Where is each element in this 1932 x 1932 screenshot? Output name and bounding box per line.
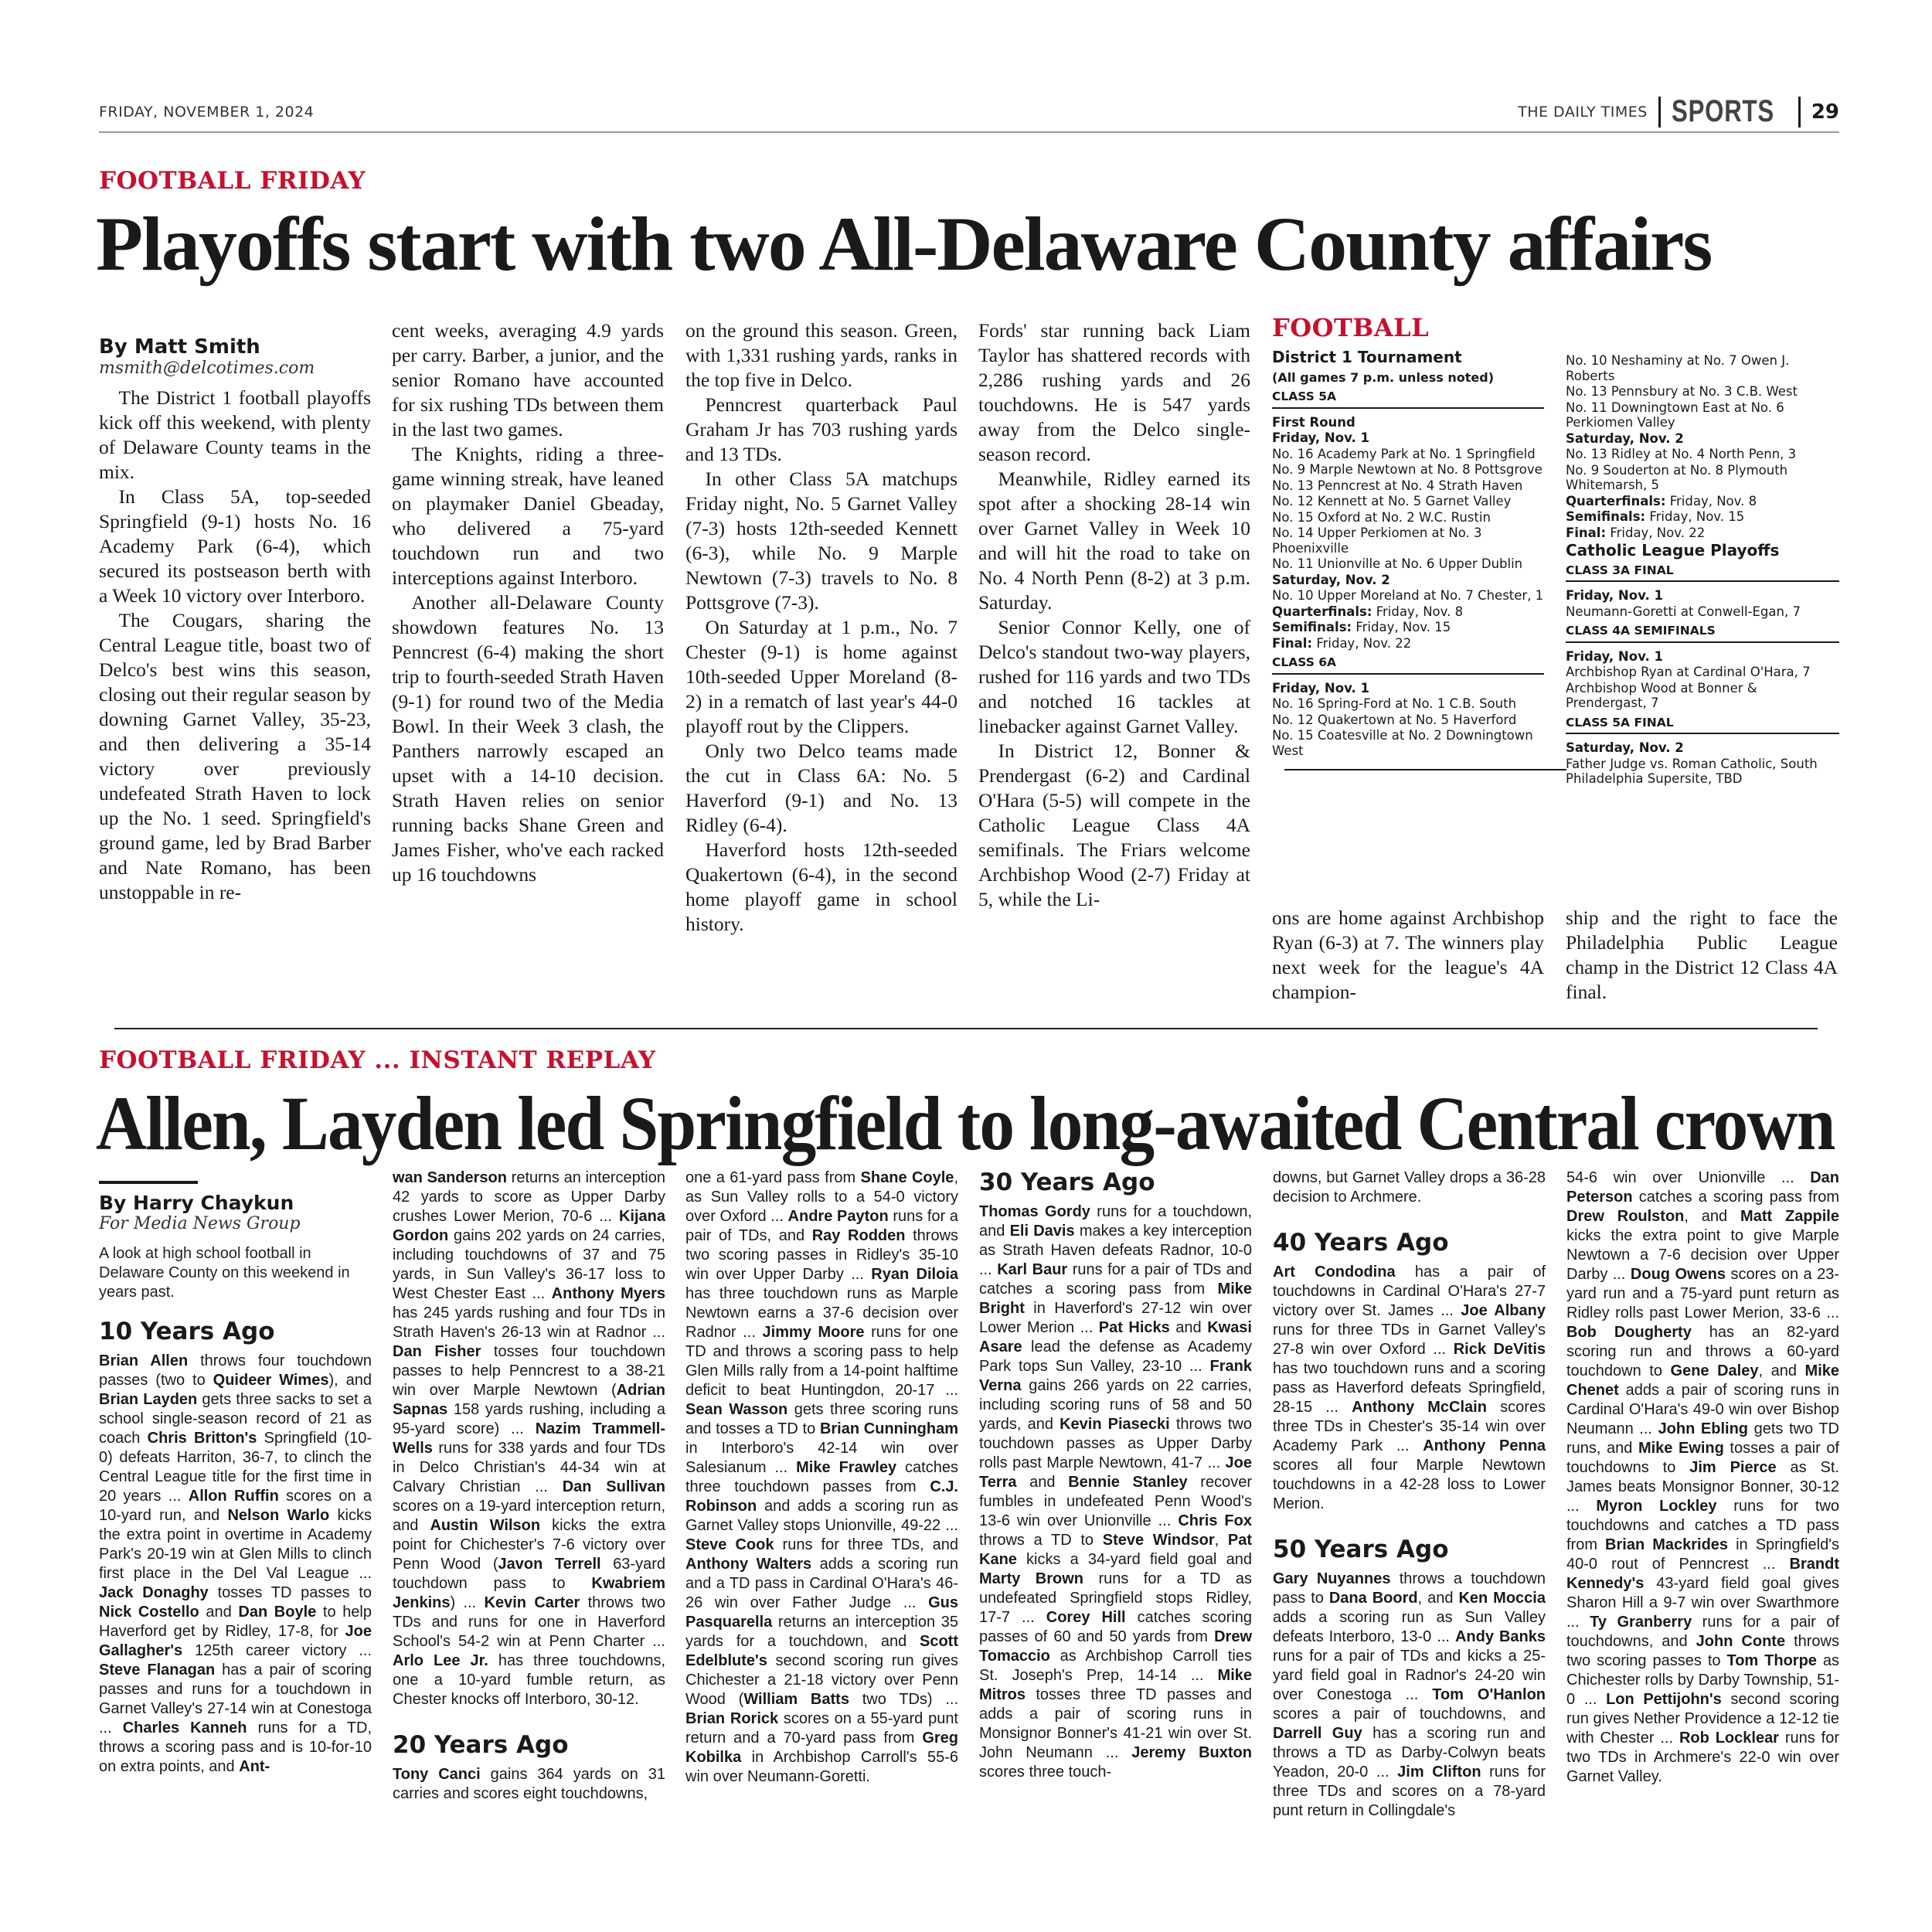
player-name: Chris Fox: [1178, 1512, 1252, 1529]
schedule-date: Saturday, Nov. 2: [1566, 740, 1684, 755]
story2-byline: By Harry Chaykun: [99, 1192, 294, 1214]
schedule-game: Archbishop Ryan at Cardinal O'Hara, 7: [1566, 665, 1811, 679]
player-name: William Batts: [743, 1691, 849, 1708]
player-name: Andy Banks: [1454, 1628, 1546, 1645]
player-name: Nick Costello: [99, 1604, 199, 1621]
player-name: Bennie Stanley: [1068, 1474, 1188, 1491]
player-name: Rob Locklear: [1679, 1730, 1779, 1747]
player-name: Steve Windsor: [1102, 1532, 1215, 1549]
schedule-game: No. 13 Penncrest at No. 4 Strath Haven: [1272, 478, 1523, 493]
schedule-game: No. 10 Neshaminy at No. 7 Owen J. Roberts: [1566, 353, 1790, 383]
player-name: Corey Hill: [1046, 1609, 1126, 1626]
player-name: Adrian Sapnas: [393, 1382, 665, 1418]
masthead-right: [1518, 94, 1839, 129]
schedule-game: No. 15 Coatesville at No. 2 Downingtown West: [1272, 728, 1533, 758]
story1-paragraph: In Class 5A, top-seeded Springfield (9-1) hosts No. 16 Academy Park (6-4), which secured its postseason berth with a Week 10 victory over Interboro.: [99, 485, 371, 607]
player-name: Tom Thorpe: [1726, 1652, 1817, 1669]
schedule-round: Semifinals:: [1566, 509, 1646, 524]
schedule-round: Final:: [1566, 525, 1607, 540]
player-name: Anthony Penna: [1423, 1437, 1546, 1454]
player-name: Greg Kobilka: [685, 1730, 958, 1766]
story2-paragraph: Brian Allen throws four touchdown passes (two to Quideer Wimes), and Brian Layden gets three sacks to set a school single-season record of 21 as coach Chris Britton's Springfield (10-0) defeats Harriton, 36-7, to clinch the Central League title for the first time in 20 years ... Allon Ruffin scores on a 10-yard run, and Nelson Warlo kicks the extra point in overtime in Academy Park's 20-19 win at Glen Mills to clinch first place in the Del Val League ... Jack Donaghy tosses TD passes to Nick Costello and Dan Boyle to help Haverford get by Ridley, 17-8, for Joe Gallagher's 125th career victory ... Steve Flanagan has a pair of scoring passes and runs for a touchdown in Garnet Valley's 27-14 win at Conestoga ... Charles Kanneh runs for a TD, throws a scoring pass and is 10-for-10 on extra points, and Ant-: [99, 1352, 372, 1775]
player-name: Jim Pierce: [1689, 1459, 1777, 1476]
story1-paragraph: Haverford hosts 12th-seeded Quakertown (6-4), in the second home playoff game in school history.: [685, 838, 957, 935]
player-name: John Ebling: [1658, 1420, 1749, 1437]
player-name: Lon Pettijohn's: [1606, 1691, 1722, 1708]
header-rule: [99, 131, 1839, 133]
schedule-game: No. 14 Upper Perkiomen at No. 3 Phoenixville: [1272, 526, 1482, 556]
player-name: Charles Kanneh: [122, 1719, 247, 1736]
player-name: Ray Rodden: [811, 1227, 906, 1244]
player-name: Brian Layden: [99, 1391, 198, 1408]
schedule-round: First Round: [1272, 414, 1355, 430]
player-name: Doug Owens: [1630, 1266, 1726, 1283]
player-name: Darrell Guy: [1273, 1725, 1362, 1742]
player-name: Ty Granberry: [1590, 1614, 1692, 1631]
schedule-catholic: Catholic League Playoffs: [1566, 541, 1780, 560]
story1-paragraph: Meanwhile, Ridley earned its spot after a shocking 28-14 win over Garnet Valley in Week 10 and will hit the road to take on No. 4 North Penn (8-2) at 3 p.m. Saturday.: [978, 468, 1250, 614]
schedule-game: No. 10 Upper Moreland at No. 7 Chester, 1: [1272, 588, 1544, 603]
player-name: Jeremy Buxton: [1131, 1744, 1252, 1761]
player-name: Steve Flanagan: [99, 1662, 216, 1679]
player-name: Allon Ruffin: [188, 1488, 279, 1505]
player-name: Eli Davis: [1009, 1223, 1075, 1240]
schedule-game: No. 12 Kennett at No. 5 Garnet Valley: [1272, 494, 1512, 509]
player-name: Sean Wasson: [685, 1401, 788, 1418]
player-name: Steve Cook: [685, 1536, 774, 1553]
story1-paragraph: Penncrest quarterback Paul Graham Jr has 703 rushing yards and 13 TDs.: [685, 393, 957, 465]
story1-paragraph: The District 1 football playoffs kick off this weekend, with plenty of Delaware County teams in the mix.: [99, 386, 371, 483]
player-name: Gus Pasquarella: [685, 1594, 958, 1631]
schedule-date: Saturday, Nov. 2: [1272, 572, 1390, 587]
story2-paragraph: Thomas Gordy runs for a touchdown, and Eli Davis makes a key interception as Strath Haven defeats Radnor, 10-0 ... Karl Baur runs for a pair of TDs and catches a scoring pass from Mike Bright in Haverford's 27-12 win over Lower Merion ... Pat Hicks and Kwasi Asare lead the defense as Academy Park tops Sun Valley, 23-10 ... Frank Verna gains 266 yards on 22 carries, including scoring runs of 58 and 50 yards, and Kevin Piasecki throws two touchdown passes as Upper Darby rolls past Marple Newtown, 41-7 ... Joe Terra and Bennie Stanley recover fumbles in undefeated Penn Wood's 13-6 win over Unionville ... Chris Fox throws a TD to Steve Windsor, Pat Kane kicks a 34-yard field goal and Marty Brown runs for a TD as undefeated Springfield stops Ridley, 17-7 ... Corey Hill catches scoring passes of 60 and 50 yards from Drew Tomaccio as Archbishop Carroll ties St. Joseph's Prep, 14-14 ... Mike Mitros tosses three TD passes and adds a pair of scoring runs in Monsignor Bonner's 41-21 win over St. John Neumann ... Jeremy Buxton scores three touch-: [979, 1203, 1253, 1781]
story1-paragraph: The Cougars, sharing the Central League title, boast two of Delco's best wins this season, closing out their regular season by downing Garnet Valley, 35-23, and then delivering a 35-14 victory over previously undefeated Strath Haven to lock up the No. 1 seed. Springfield's ground game, led by Brad Barber and Nate Romano, has been unstoppable in re-: [99, 609, 371, 903]
player-name: Kwabriem Jenkins: [393, 1575, 665, 1611]
schedule-date: Friday, Nov. 1: [1272, 680, 1369, 696]
section-heading-30-years: 30 Years Ago: [979, 1168, 1155, 1196]
player-name: Jim Clifton: [1397, 1764, 1481, 1781]
schedule-game: No. 13 Pennsbury at No. 3 C.B. West: [1566, 384, 1798, 399]
player-name: Mike Mitros: [979, 1667, 1252, 1703]
schedule-date: Friday, Nov. 8: [1376, 604, 1464, 619]
schedule-box-right: [1566, 353, 1839, 787]
player-name: Gene Daley: [1670, 1362, 1759, 1379]
story1-paragraph: ons are home against Archbishop Ryan (6-3) at 7. The winners play next week for the league's 4A champion-: [1272, 906, 1544, 1003]
section-heading-20-years: 20 Years Ago: [393, 1731, 569, 1759]
player-name: Joe Terra: [979, 1454, 1252, 1491]
player-name: Brian Mackrides: [1605, 1536, 1729, 1553]
player-name: Nelson Warlo: [227, 1507, 330, 1524]
schedule-game: No. 9 Marple Newtown at No. 8 Pottsgrove: [1272, 462, 1543, 477]
player-name: Jack Donaghy: [99, 1584, 209, 1601]
player-name: Chris Britton's: [147, 1430, 257, 1447]
section-heading-40-years: 40 Years Ago: [1273, 1229, 1449, 1257]
story2-col-4: [979, 1168, 1252, 1782]
player-name: Ryan Diloia: [871, 1266, 958, 1283]
edition-date: FRIDAY, NOVEMBER 1, 2024: [99, 104, 315, 121]
schedule-class-heading: CLASS 4A SEMIFINALS: [1566, 624, 1839, 643]
player-name: Anthony Myers: [551, 1285, 665, 1302]
player-name: Kwasi Asare: [979, 1319, 1252, 1355]
story2-paragraph: Gary Nuyannes throws a touchdown pass to Dana Boord, and Ken Moccia adds a scoring run as Sun Valley defeats Interboro, 13-0 ... Andy Banks runs for a pair of TDs and kicks a 25-yard field goal in Radnor's 24-20 win over Conestoga ... Tom O'Hanlon scores a pair of touchdowns, and Darrell Guy has a scoring run and throws a TD as Darby-Colwyn beats Yeadon, 20-0 ... Jim Clifton runs for three TDs and scores on a 78-yard punt return in Collingdale's: [1273, 1570, 1546, 1819]
story2-paragraph: downs, but Garnet Valley drops a 36-28 decision to Archmere.: [1273, 1169, 1546, 1206]
byline-rule: [99, 1181, 198, 1184]
schedule-note: (All games 7 p.m. unless noted): [1272, 369, 1495, 385]
player-name: Myron Lockley: [1596, 1498, 1717, 1515]
story-divider: [114, 1028, 1818, 1029]
player-name: Mike Frawley: [796, 1459, 897, 1476]
page-number: 29: [1811, 100, 1839, 124]
schedule-game: Father Judge vs. Roman Catholic, South Philadelphia Supersite, TBD: [1566, 756, 1818, 786]
story1-byline: By Matt Smith: [99, 335, 260, 359]
schedule-date: Friday, Nov. 1: [1272, 430, 1369, 445]
player-name: Joe Albany: [1461, 1302, 1546, 1319]
story2-col-3: [685, 1168, 958, 1787]
schedule-game: No. 15 Oxford at No. 2 W.C. Rustin: [1272, 509, 1491, 525]
player-name: Kevin Carter: [484, 1594, 580, 1611]
schedule-class-heading: CLASS 5A FINAL: [1566, 716, 1839, 735]
player-name: Jimmy Moore: [762, 1324, 865, 1341]
player-name: Drew Roulston: [1566, 1208, 1685, 1225]
paper-name: THE DAILY TIMES: [1518, 103, 1648, 121]
schedule-game: No. 11 Downingtown East at No. 6 Perkiomen Valley: [1566, 400, 1784, 430]
schedule-end-rule: [1284, 769, 1566, 770]
player-name: Shane Coyle: [860, 1169, 954, 1186]
story1-paragraph: cent weeks, averaging 4.9 yards per carry. Barber, a junior, and the senior Romano have accounted for six rushing TDs between them in the last two games.: [392, 319, 664, 440]
player-name: Mike Chenet: [1566, 1362, 1839, 1399]
story2-paragraph: one a 61-yard pass from Shane Coyle, as Sun Valley rolls to a 54-0 victory over Oxford ... Andre Payton runs for a pair of TDs, and Ray Rodden throws two scoring passes in Ridley's 35-10 win over Upper Darby ... Ryan Diloia has three touchdown runs as Marple Newtown earns a 37-6 decision over Radnor ... Jimmy Moore runs for one TD and throws a scoring pass to help Glen Mills rally from a 14-point halftime deficit to beat Huntingdon, 20-17 ... Sean Wasson gets three scoring runs and tosses a TD to Brian Cunningham in Interboro's 42-14 win over Salesianum ... Mike Frawley catches three touchdown passes from C.J. Robinson and adds a scoring run as Garnet Valley stops Unionville, 49-22 ... Steve Cook runs for three TDs, and Anthony Walters adds a scoring run and a TD pass in Cardinal O'Hara's 46-26 win over Father Judge ... Gus Pasquarella returns an interception 35 yards for a touchdown, and Scott Edelblute's second scoring run gives Chichester a 21-18 victory over Penn Wood (William Batts two TDs) ... Brian Rorick scores on a 55-yard punt return and a 70-yard pass from Greg Kobilka in Archbishop Carroll's 55-6 win over Neumann-Goretti.: [685, 1169, 959, 1785]
player-name: Arlo Lee Jr.: [393, 1652, 488, 1669]
schedule-date: Friday, Nov. 22: [1316, 635, 1412, 651]
player-name: Andre Payton: [787, 1208, 889, 1225]
player-name: Quideer Wimes: [213, 1372, 329, 1389]
player-name: Dan Fisher: [393, 1343, 481, 1360]
schedule-box-left: [1272, 313, 1544, 770]
story2-paragraph: 54-6 win over Unionville ... Dan Peterson catches a scoring pass from Drew Roulston, and Matt Zappile kicks the extra point to give Marple Newtown a 7-6 decision over Upper Darby ... Doug Owens scores on a 23-yard run and a 75-yard punt return as Ridley rolls past Lower Merion, 33-6 ... Bob Dougherty has an 82-yard scoring run and throws a 60-yard touchdown to Gene Daley, and Mike Chenet adds a pair of scoring runs in Cardinal O'Hara's 49-0 win over Bishop Neumann ... John Ebling gets two TD runs, and Mike Ewing tosses a pair of touchdowns to Jim Pierce as St. James beats Monsignor Bonner, 30-12 ... Myron Lockley runs for two touchdowns and catches a TD pass from Brian Mackrides in Springfield's 40-0 rout of Penncrest ... Brandt Kennedy's 43-yard field goal gives Sharon Hill a 9-7 win over Swarthmore ... Ty Granberry runs for a pair of touchdowns, and John Conte throws two scoring passes to Tom Thorpe as Chichester rolls by Darby Township, 51-0 ... Lon Pettijohn's second scoring run gives Nether Providence a 12-12 tie with Chester ... Rob Locklear runs for two TDs in Archmere's 22-0 win over Garnet Valley.: [1566, 1169, 1840, 1785]
schedule-round: Semifinals:: [1272, 620, 1352, 634]
section-heading-10-years: 10 Years Ago: [99, 1318, 275, 1345]
player-name: Ant-: [239, 1758, 270, 1775]
player-name: Dan Boyle: [238, 1604, 317, 1621]
schedule-date: Friday, Nov. 1: [1566, 588, 1663, 603]
schedule-class-heading: CLASS 3A FINAL: [1566, 563, 1839, 583]
player-name: Nazim Trammell-Wells: [393, 1420, 665, 1457]
schedule-date: Friday, Nov. 1: [1566, 648, 1663, 664]
player-name: Brian Cunningham: [819, 1420, 958, 1437]
schedule-game: No. 9 Souderton at No. 8 Plymouth Whitemarsh, 5: [1566, 462, 1788, 492]
player-name: Pat Kane: [979, 1532, 1252, 1568]
story2-col-1: [99, 1181, 372, 1777]
schedule-date: Friday, Nov. 22: [1610, 525, 1706, 540]
masthead-divider: [1658, 97, 1661, 128]
player-name: Mike Bright: [979, 1281, 1252, 1317]
player-name: Karl Baur: [997, 1261, 1068, 1278]
story1-paragraph: Only two Delco teams made the cut in Class 6A: No. 5 Haverford (9-1) and No. 13 Ridley (6-4).: [685, 740, 957, 836]
player-name: Matt Zappile: [1740, 1208, 1839, 1225]
player-name: Rick DeVitis: [1453, 1341, 1546, 1358]
schedule-game: No. 11 Unionville at No. 6 Upper Dublin: [1272, 556, 1523, 571]
story1-col-4: [978, 318, 1250, 912]
story1-col-6: [1566, 906, 1838, 1005]
player-name: Anthony Walters: [685, 1556, 812, 1573]
story1-paragraph: Fords' star running back Liam Taylor has shattered records with 2,286 rushing yards and 26 touchdowns. He is 547 yards away from the Delco single-season record.: [978, 319, 1250, 465]
schedule-game: Neumann-Goretti at Conwell-Egan, 7: [1566, 604, 1801, 619]
player-name: Kijana Gordon: [393, 1208, 665, 1244]
schedule-date: Friday, Nov. 8: [1669, 493, 1757, 509]
story1-col-3: [685, 318, 957, 937]
story1-paragraph: In other Class 5A matchups Friday night, No. 5 Garnet Valley (7-3) hosts 12th-seeded Kennett (6-3), while No. 9 Marple Newtown (7-3) travels to No. 8 Pottsgrove (7-3).: [685, 468, 957, 614]
story2-col-6: [1566, 1168, 1839, 1787]
story1-paragraph: Senior Connor Kelly, one of Delco's standout two-way players, rushed for 116 yards and two TDs and notched 16 tackles at linebacker against Garnet Valley.: [978, 616, 1250, 737]
player-name: Dana Boord: [1328, 1590, 1418, 1607]
story1-paragraph: ship and the right to face the Philadelphia Public League champ in the District 12 Class 4A final.: [1566, 906, 1838, 1003]
schedule-title: FOOTBALL: [1272, 313, 1430, 342]
player-name: Scott Edelblute's: [685, 1633, 958, 1669]
player-name: Gary Nuyannes: [1273, 1570, 1391, 1587]
masthead-divider: [1798, 97, 1801, 128]
player-name: Bob Dougherty: [1566, 1324, 1692, 1341]
story1-paragraph: on the ground this season. Green, with 1,331 rushing yards, ranks in the top five in Delco.: [685, 319, 957, 391]
player-name: Frank Verna: [979, 1358, 1252, 1394]
section-name: SPORTS: [1671, 94, 1774, 128]
player-name: Joe Gallagher's: [99, 1623, 372, 1659]
schedule-game: Archbishop Wood at Bonner & Prendergast, 7: [1566, 680, 1757, 710]
player-name: Anthony McClain: [1352, 1399, 1487, 1416]
player-name: John Conte: [1696, 1633, 1786, 1650]
story1-kicker: FOOTBALL FRIDAY: [99, 167, 366, 195]
schedule-date: Friday, Nov. 15: [1649, 509, 1745, 524]
story1-paragraph: The Knights, riding a three-game winning streak, have leaned on playmaker Daniel Gbeaday, who delivered a 75-yard touchdown run and two interceptions against Interboro.: [392, 443, 664, 589]
story2-affiliation: For Media News Group: [99, 1214, 301, 1233]
story1-col-5: [1272, 906, 1544, 1005]
story2-col-2: [393, 1168, 665, 1804]
player-name: Ken Moccia: [1458, 1590, 1546, 1607]
player-name: Austin Wilson: [430, 1517, 541, 1534]
schedule-round: Quarterfinals:: [1566, 493, 1666, 509]
schedule-round: Quarterfinals:: [1272, 604, 1372, 619]
schedule-class-heading: CLASS 5A: [1272, 389, 1544, 409]
story1-paragraph: In District 12, Bonner & Prendergast (6-2) and Cardinal O'Hara (5-5) will compete in the Catholic League Class 4A semifinals. The Friars welcome Archbishop Wood (2-7) Friday at 5, while the Li-: [978, 740, 1250, 910]
player-name: C.J. Robinson: [685, 1478, 958, 1515]
schedule-date: Friday, Nov. 15: [1355, 620, 1451, 634]
story2-kicker: FOOTBALL FRIDAY ... INSTANT REPLAY: [99, 1046, 656, 1074]
story1-email: msmith@delcotimes.com: [99, 359, 315, 378]
schedule-tournament: District 1 Tournament: [1272, 348, 1462, 366]
player-name: Javon Terrell: [498, 1556, 601, 1573]
schedule-game: No. 16 Spring-Ford at No. 1 C.B. South: [1272, 696, 1517, 711]
player-name: Dan Sullivan: [562, 1478, 665, 1495]
player-name: Art Condodina: [1273, 1264, 1396, 1281]
story1-col-1: [99, 331, 371, 905]
schedule-game: No. 13 Ridley at No. 4 North Penn, 3: [1566, 447, 1797, 461]
story1-headline: Playoffs start with two All-Delaware County affairs: [96, 201, 1712, 287]
story2-headline: Allen, Layden led Springfield to long-awaited Central crown: [96, 1080, 1835, 1166]
schedule-date: Saturday, Nov. 2: [1566, 430, 1684, 446]
schedule-game: No. 12 Quakertown at No. 5 Haverford: [1272, 712, 1517, 727]
player-name: Thomas Gordy: [979, 1203, 1090, 1220]
player-name: Tom O'Hanlon: [1432, 1686, 1546, 1703]
story2-paragraph: Tony Canci gains 364 yards on 31 carries and scores eight touchdowns,: [393, 1766, 665, 1802]
player-name: Drew Tomaccio: [979, 1628, 1252, 1665]
schedule-class-heading: CLASS 6A: [1272, 655, 1544, 675]
player-name: Brian Allen: [99, 1352, 189, 1369]
player-name: Dan Peterson: [1566, 1169, 1839, 1206]
story2-paragraph: Art Condodina has a pair of touchdowns in Cardinal O'Hara's 27-7 victory over St. James ... Joe Albany runs for three TDs in Garnet Valley's 27-8 win over Oxford ... Rick DeVitis has two touchdown runs and a scoring pass as Haverford defeats Springfield, 28-15 ... Anthony McClain scores three TDs in Chester's 35-14 win over Academy Park ... Anthony Penna scores all four Marple Newtown touchdowns in a 42-28 loss to Lower Merion.: [1273, 1264, 1546, 1512]
schedule-game: No. 16 Academy Park at No. 1 Springfield: [1272, 446, 1536, 461]
player-name: wan Sanderson: [393, 1169, 507, 1186]
story2-intro: A look at high school football in Delaware County on this weekend in years past.: [99, 1245, 350, 1301]
story1-paragraph: On Saturday at 1 p.m., No. 7 Chester (9-1) is home against 10th-seeded Upper Moreland (8-2) in a rematch of last year's 44-0 playoff rout by the Clippers.: [685, 616, 957, 737]
section-heading-50-years: 50 Years Ago: [1273, 1536, 1449, 1563]
player-name: Kevin Piasecki: [1060, 1416, 1170, 1433]
story2-col-5: [1273, 1168, 1546, 1821]
schedule-round: Final:: [1272, 635, 1313, 651]
story1-paragraph: Another all-Delaware County showdown features No. 13 Penncrest (6-4) making the short trip to fourth-seeded Strath Haven (9-1) for round two of the Media Bowl. In their Week 3 clash, the Panthers narrowly escaped an upset with a 14-10 decision. Strath Haven relies on senior running backs Shane Green and James Fisher, who've each racked up 16 touchdowns: [392, 591, 664, 886]
player-name: Mike Ewing: [1638, 1440, 1724, 1457]
player-name: Marty Brown: [979, 1570, 1084, 1587]
story1-col-2: [392, 318, 664, 887]
player-name: Brandt Kennedy's: [1566, 1556, 1839, 1592]
player-name: Brian Rorick: [685, 1710, 779, 1727]
player-name: Tony Canci: [393, 1766, 481, 1783]
story2-paragraph: wan Sanderson returns an interception 42 yards to score as Upper Darby crushes Lower Merion, 70-6 ... Kijana Gordon gains 202 yards on 24 carries, including touchdowns of 37 and 75 yards, in Sun Valley's 36-17 loss to West Chester East ... Anthony Myers has 245 yards rushing and four TDs in Strath Haven's 26-13 win at Radnor ... Dan Fisher tosses four touchdown passes to help Penncrest to a 38-21 win over Marple Newtown (Adrian Sapnas 158 yards rushing, including a 95-yard score) ... Nazim Trammell-Wells runs for 338 yards and four TDs in Delco Christian's 44-34 win at Calvary Christian ... Dan Sullivan scores on a 19-yard interception return, and Austin Wilson kicks the extra point for Chichester's 7-6 victory over Penn Wood (Javon Terrell 63-yard touchdown pass to Kwabriem Jenkins) ... Kevin Carter throws two TDs and runs for one in Haverford School's 54-2 win at Penn Charter ... Arlo Lee Jr. has three touchdowns, one a 10-yard fumble return, as Chester knocks off Interboro, 30-12.: [393, 1169, 665, 1708]
player-name: Pat Hicks: [1098, 1319, 1170, 1336]
